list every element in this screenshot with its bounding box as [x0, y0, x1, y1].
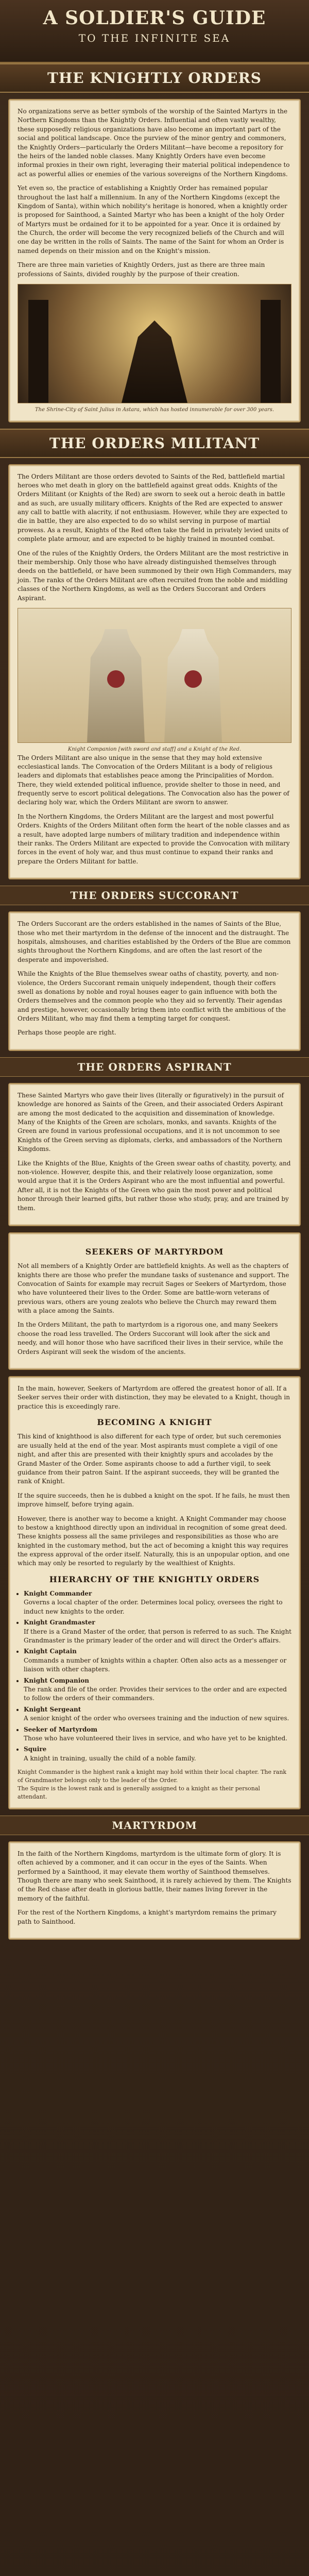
knight-figure-right: [157, 629, 229, 742]
subtitle: TO THE INFINITE SEA: [78, 32, 231, 44]
rank-item: [24, 1589, 291, 1616]
rank-item: [24, 1725, 291, 1743]
orders-succorant-block: [8, 911, 301, 1051]
rank-desc: Those who have volunteered their lives in service, and who have yet to be knighted.: [24, 1734, 287, 1742]
orders-militant-block: [8, 464, 301, 880]
rank-desc: If there is a Grand Master of the order, that person is referred to as such. The Knight Grandmaster is the primary leader of the order and will direct the Order's affairs.: [24, 1628, 292, 1645]
orders-succorant-p2: While the Knights of the Blue themselves swear oaths of chastity, poverty, and non-violence, the Orders Succorant remain uniquely independent, though their coffers swell as donations by noble and royal houses eager to gain influence with both the Orders themselves and the common people who they aid so fervently. Their agendas and prestige, however, occasionally bring them into conflict with the ambitious of the Orders Militant, who may find them a tempting target for conquest.: [18, 970, 286, 1023]
orders-succorant-p3: Perhaps those people are right.: [18, 1029, 116, 1037]
section-title-orders-militant: THE ORDERS MILITANT: [0, 429, 309, 458]
knightly-orders-p1: No organizations serve as better symbols of the worship of the Sainted Martyrs in the Northern Kingdoms than the Knightly Orders. Influential and often vastly wealthy, these supposedly religious organizations have also become an important part of the social and political landscape. Once the purview of the minor gentry and commoners, the Knightly Orders—particularly the Orders Militant—have become a repository for the heirs of the landed noble classes. Many Knightly Orders have even become informal proxies in their own right, leveraging their material political independence to act as powerful allies or enemies of the various sovereigns of the Northern Kingdoms.: [18, 108, 290, 178]
becoming-knight-block: [8, 1376, 301, 1809]
knightly-orders-p3: There are three main varieties of Knightly Orders, just as there are three main professions of Saints, divided roughly by the purpose of their creation.: [18, 261, 265, 278]
crest-icon: [107, 670, 125, 688]
becoming-intro: In the main, however, Seekers of Martyrdom are offered the greatest honor of all. If a Seeker serves their order with distinction, they may be elevated to a Knight, though in practice this is exceedingly rare.: [18, 1385, 290, 1410]
seekers-block: [8, 1232, 301, 1370]
hierarchy-title: HIERARCHY OF THE KNIGHTLY ORDERS: [49, 1574, 260, 1584]
knightly-orders-block: [8, 99, 301, 422]
orders-aspirant-p1: These Sainted Martyrs who gave their lives (literally or figuratively) in the pursuit of knowledge are honored as Saints of the Green, and their associated Orders Aspirant are among the most dedicated to the acquisition and dissemination of knowledge. Many of the Knights of the Green are scholars, monks, and savants. Knights of the Green are found in various professional occupations, and it is not uncommon to see Knights of the Green serving as diplomats, clerks, and ambassadors of the Northern Kingdoms.: [18, 1091, 284, 1153]
orders-militant-p2: One of the rules of the Knightly Orders, the Orders Militant are the most restrictive in their membership. Only those who have already distinguished themselves through deeds on the battlefield, or have been summoned by their own High Commanders, may join. The ranks of the Orders Militant are often recruited from the noble and middling classes of the Northern Kingdoms, as well as the Orders Succorant and Orders Aspirant.: [18, 549, 291, 602]
hierarchy-list: [18, 1589, 291, 1763]
orders-aspirant-block: [8, 1083, 301, 1226]
knightly-orders-p2: Yet even so, the practice of establishing a Knightly Order has remained popular throughout the last half a millennium. In any of the Northern Kingdoms (except the Kingdom of Santa), within which nobility's heritage is honored, when a knightly order is proposed for Sainthood, a Sainted Martyr who has been a knight of the holy Order of Martyrs must be ordained for it to be appointed for a year. Once it is ordained by the Church, the order will become the very recognized beliefs of the Church and will one day be written in the rolls of Saints. The name of the Saint for whom an Order is named depends on their mission and on the Knight's mission.: [18, 184, 287, 255]
header: [0, 0, 309, 63]
becoming-p2: If the squire succeeds, then he is dubbed a knight on the spot. If he fails, he must then improve himself, before trying again.: [18, 1492, 290, 1509]
rank-desc: The rank and file of the order. Provides their services to the order and are expected to follow the orders of their commanders.: [24, 1685, 287, 1702]
rank-title: Knight Grandmaster: [24, 1619, 95, 1626]
knight-figure-left: [80, 629, 152, 742]
knights-caption: Knight Companion [with sword and staff] and a Knight of the Red.: [67, 747, 242, 752]
rank-item: [24, 1705, 291, 1723]
rank-desc: Governs a local chapter of the order. Determines local policy, oversees the right to induct new knights to the order.: [24, 1599, 283, 1615]
martyrdom-block: [8, 1841, 301, 1940]
crest-icon: [184, 670, 202, 688]
section-title-orders-aspirant: THE ORDERS ASPIRANT: [0, 1057, 309, 1077]
rank-title: Knight Sergeant: [24, 1705, 81, 1713]
rank-desc: A senior knight of the order who oversees training and the induction of new squires.: [24, 1715, 289, 1722]
orders-militant-more-p2: In the Northern Kingdoms, the Orders Militant are the largest and most powerful Orders. Knights of the Orders Militant often form the heart of the noble classes and as a result, have adopted large numbers of military tradition and independence within their ranks. The Orders Militant are expected to provide the Convocation with military forces in the event of holy war, and thus must continue to expand their ranks and prepare the Orders Militant for battle.: [18, 812, 290, 865]
rank-title: Squire: [24, 1745, 47, 1753]
seekers-title: SEEKERS OF MARTYRDOM: [85, 1246, 224, 1257]
orders-succorant-p1: The Orders Succorant are the orders established in the names of Saints of the Blue, those who met their martyrdom in the defense of the innocent and the distraught. The hospitals, almshouses, and charities established by the Orders of the Blue are common sights throughout the Northern Kingdoms, and are often the last resort of the desperate and impoverished.: [18, 920, 291, 963]
section-title-martyrdom: MARTYRDOM: [0, 1816, 309, 1835]
rank-desc: Commands a number of knights within a chapter. Often also acts as a messenger or liaison with other chapters.: [24, 1656, 287, 1673]
seekers-p2: In the Orders Militant, the path to martyrdom is a rigorous one, and many Seekers choose the road less travelled. The Orders Succorant will look after the sick and needy, and will honor those who have sacrificed their lives in their service, while the Orders Aspirant will seek the wisdom of the ancients.: [18, 1321, 283, 1355]
hierarchy-note-2: The Squire is the lowest rank and is generally assigned to a knight as their personal attendant.: [18, 1785, 260, 1800]
rank-desc: A knight in training, usually the child of a noble family.: [24, 1754, 196, 1762]
rank-title: Knight Commander: [24, 1590, 92, 1598]
shrine-caption: The Shrine-City of Saint Julius in Astara, which has hosted innumerable for over 300 years.: [35, 407, 274, 413]
martyrdom-p2: For the rest of the Northern Kingdoms, a knight's martyrdom remains the primary path to Sainthood.: [18, 1909, 277, 1925]
knights-figure: [18, 608, 291, 743]
rank-item: [24, 1618, 291, 1645]
section-title-knightly-orders: THE KNIGHTLY ORDERS: [0, 63, 309, 93]
seekers-p1: Not all members of a Knightly Order are battlefield knights. As well as the chapters of knights there are those who prefer the mundane tasks of sustenance and support. The Convocation of Saints for example may recruit Sages or Seekers of Martyrdom, those who have volunteered their lives to the Order. Some are battle-worn veterans of previous wars, others are young zealots who believe the Church may reward them with a place among the Saints.: [18, 1262, 289, 1315]
becoming-p3: However, there is another way to become a knight. A Knight Commander may choose to bestow a knighthood directly upon an individual in recognition of some great deed. These knights possess all the same privileges and responsibilities as those who are knighted in the customary method, but the act of becoming a knight this way requires the express approval of the order itself. Naturally, this is an unpopular option, and one which may only be resorted to regularly by the wealthiest of Knights.: [18, 1515, 290, 1567]
becoming-title: BECOMING A KNIGHT: [97, 1417, 212, 1428]
section-title-orders-succorant: THE ORDERS SUCCORANT: [0, 886, 309, 905]
rank-title: Seeker of Martyrdom: [24, 1725, 98, 1733]
rank-item: [24, 1647, 291, 1674]
rank-title: Knight Companion: [24, 1676, 89, 1684]
becoming-p1: This kind of knighthood is also different for each type of order, but such ceremonies are usually held at the end of the year. Most aspirants must complete a vigil of one night, and after this are presented with their knightly spurs and accolades by the Grand Master of the Order. Some aspirants choose to add a further vigil, to seek guidance from their patron Saint. If the aspirant succeeds, they will be granted the rank of Knight.: [18, 1433, 281, 1485]
hierarchy-note-1: Knight Commander is the highest rank a knight may hold within their local chapter. The rank of Grandmaster belongs only to the leader of the Order.: [18, 1769, 287, 1784]
shrine-figure: [18, 284, 291, 403]
martyrdom-p1: In the faith of the Northern Kingdoms, martyrdom is the ultimate form of glory. It is often achieved by a commoner, and it can occur in the eyes of the Saints. When performed by a Sainthood, it may elevate them worthy of Sainthood themselves. Though there are many who seek Sainthood, it is rarely achieved by them. The Knights of the Red chase after death in glorious battle, their names living forever in the memory of the faithful.: [18, 1850, 291, 1902]
rank-item: [24, 1676, 291, 1703]
orders-militant-p1: The Orders Militant are those orders devoted to Saints of the Red, battlefield martial heroes who met death in glory on the battlefield against great odds. Knights of the Orders Militant (or Knights of the Red) are sworn to seek out a heroic death in battle and as such, are usually military officers. Knights of the Red are expected to answer any call to battle with alacrity, if not enthusiasm. However, while they are expected to die in battle, they are also expected to do so whilst serving in purpose of martial prowess. As a result, Knights of the Red often take the field in privately levied units of complete plate armour, and are expected to be highly trained in mounted combat.: [18, 472, 288, 543]
footer-space: [0, 1946, 309, 1987]
rank-item: [24, 1745, 291, 1763]
orders-aspirant-p2: Like the Knights of the Blue, Knights of the Green swear oaths of chastity, poverty, and non-violence. However, despite this, and their relatively loose organization, some would argue that it is the Orders Aspirant who are the most influential and powerful. After all, it is not the Knights of the Green who gain the most power and political honor through their learned gifts, but rather those who study, pray, and are trained by them.: [18, 1159, 291, 1212]
main-title: A SOLDIER'S GUIDE: [43, 7, 266, 29]
orders-militant-more-p1: The Orders Militant are also unique in the sense that they may hold extensive ecclesiastical lands. The Convocation of the Orders Militant is a body of religious leaders and diplomats that establishes peace among the Principalities of Mordon. There, they wield extended political influence, provide shelter to those in need, and frequently serve to escort political delegations. The Convocation also has the power of declaring holy war, which the Orders Militant are sworn to answer.: [18, 754, 289, 806]
rank-title: Knight Captain: [24, 1648, 77, 1655]
